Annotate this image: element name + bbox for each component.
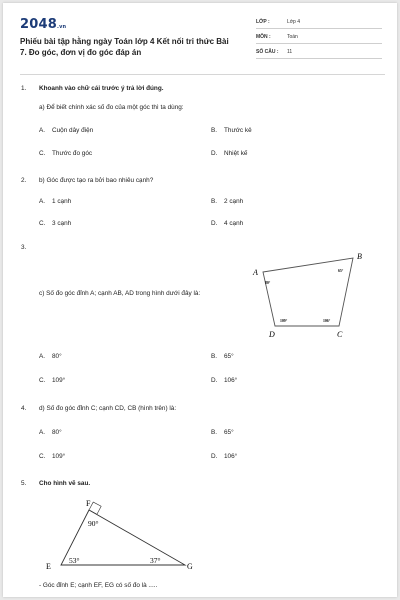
meta-subject: [256, 34, 298, 40]
meta-class-value: Lớp 4: [287, 19, 301, 25]
vertex-label-f: F: [86, 499, 91, 508]
q3-option-c[interactable]: C. 109°: [39, 377, 66, 384]
q2-option-b[interactable]: B. 2 cạnh: [211, 198, 244, 205]
q1-number: 1.: [21, 85, 27, 92]
meta-class: [256, 19, 300, 25]
q5-prompt: Cho hình vẽ sau.: [39, 480, 91, 487]
quadrilateral-figure: [243, 243, 368, 343]
vertex-label-d: D: [269, 330, 275, 339]
vertex-label-g: G: [187, 562, 193, 571]
q4-number: 4.: [21, 405, 27, 412]
q4-option-a[interactable]: A. 80°: [39, 429, 62, 436]
q4-option-d[interactable]: D. 106°: [211, 453, 238, 460]
site-logo[interactable]: [20, 17, 66, 32]
q3-prompt: c) Số đo góc đỉnh A; cạnh AB, AD trong hình dưới đây là:: [39, 290, 201, 297]
q1-option-c[interactable]: C. Thước đo góc: [39, 150, 93, 157]
meta-question-count-value: 11: [287, 49, 293, 55]
meta-divider: [256, 58, 382, 59]
logo-suffix: .vn: [56, 24, 67, 30]
q1-option-a[interactable]: A. Cuộn dây điện: [39, 127, 94, 134]
angle-label-g: 37°: [150, 556, 161, 565]
meta-subject-value: Toán: [287, 34, 298, 40]
q1-subquestion: a) Để biết chính xác số đo của một góc thì ta dùng:: [39, 104, 184, 111]
meta-divider: [256, 28, 382, 29]
q2-option-a[interactable]: A. 1 cạnh: [39, 198, 72, 205]
q1-option-d[interactable]: D. Nhiệt kế: [211, 150, 248, 157]
q5-number: 5.: [21, 480, 27, 487]
vertex-label-b: B: [357, 252, 362, 261]
q2-prompt: b) Góc được tạo ra bởi bao nhiêu cạnh?: [39, 177, 154, 184]
vertex-label-a: A: [253, 268, 258, 277]
q3-option-a[interactable]: A. 80°: [39, 353, 62, 360]
q1-option-b[interactable]: B. Thước kẻ: [211, 127, 252, 134]
angle-label-e: 53°: [69, 556, 80, 565]
meta-subject-label: MÔN :: [256, 34, 271, 40]
q2-number: 2.: [21, 177, 27, 184]
vertex-label-e: E: [46, 562, 51, 571]
angle-label-d: 109°: [280, 319, 288, 323]
q3-option-b[interactable]: B. 65°: [211, 353, 234, 360]
q1-prompt: Khoanh vào chữ cái trước ý trả lời đúng.: [39, 85, 164, 92]
meta-question-count: [256, 49, 292, 55]
meta-question-count-label: SỐ CÂU :: [256, 49, 279, 55]
q2-option-d[interactable]: D. 4 cạnh: [211, 220, 244, 227]
q5-footer: - Góc đỉnh E; cạnh EF, EG có số đo là .....: [39, 582, 158, 589]
q4-option-b[interactable]: B. 65°: [211, 429, 234, 436]
worksheet-page: [3, 3, 397, 597]
logo-text: 2048: [20, 17, 57, 32]
q4-option-c[interactable]: C. 109°: [39, 453, 66, 460]
q3-number: 3.: [21, 244, 27, 251]
header-divider: [20, 74, 385, 75]
vertex-label-c: C: [337, 330, 343, 339]
angle-label-c: 106°: [323, 319, 331, 323]
meta-class-label: LỚP :: [256, 19, 270, 25]
angle-label-a: 80°: [265, 281, 271, 285]
q2-option-c[interactable]: C. 3 cạnh: [39, 220, 72, 227]
triangle-figure: [41, 496, 201, 574]
worksheet-title: Phiếu bài tập hằng ngày Toán lớp 4 Kết nối tri thức Bài 7. Đo góc, đơn vị đo góc đáp án: [20, 37, 229, 57]
angle-label-b: 65°: [338, 269, 344, 273]
angle-label-f: 90°: [88, 519, 99, 528]
q3-option-d[interactable]: D. 106°: [211, 377, 238, 384]
meta-divider: [256, 43, 382, 44]
q4-prompt: d) Số đo góc đỉnh C; cạnh CD, CB (hình trên) là:: [39, 405, 177, 412]
